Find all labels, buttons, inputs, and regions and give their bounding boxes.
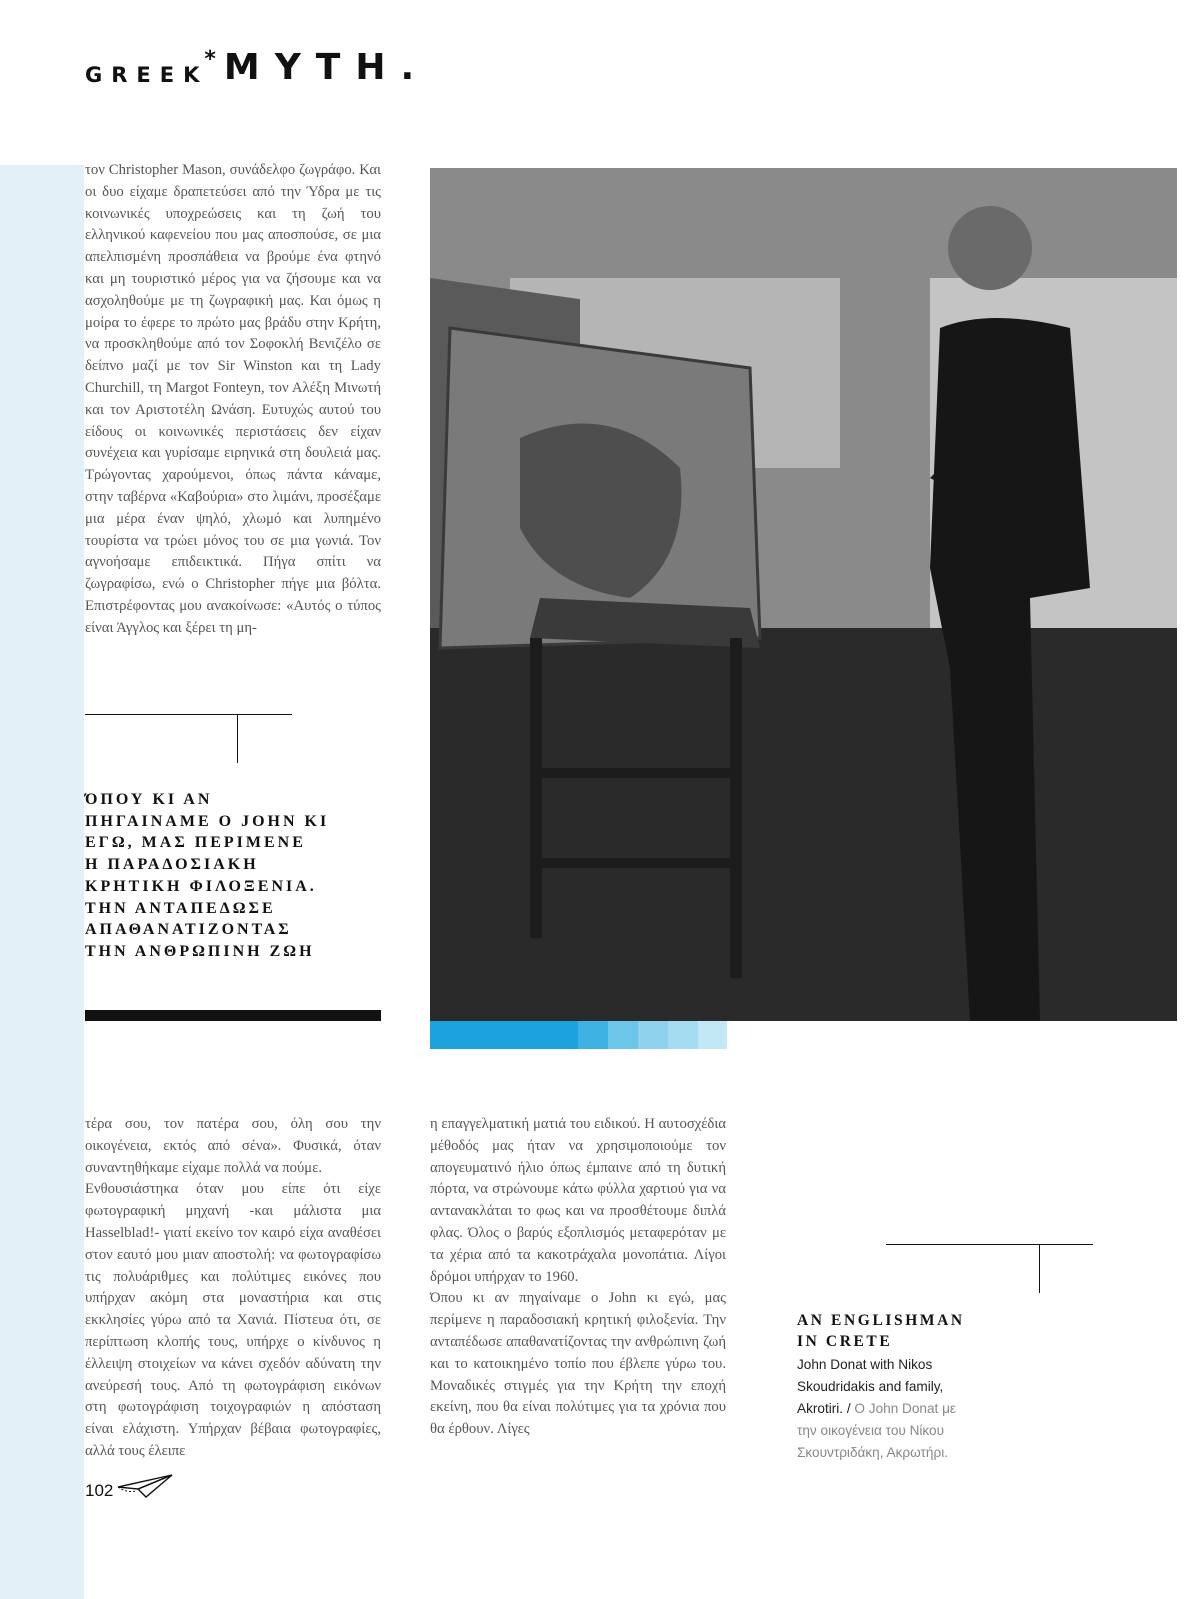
column3-paragraph: Όπου κι αν πηγαίναμε ο John κι εγώ, μας περίμενε η παραδοσιακή κρητική φιλοξενία. Την ανταπέδωσε απαθανατίζοντας την ανθρώπινη ζωή και το κατοικημένο τοπίο που έβλεπε γύρω του. Μοναδικές στιγμές για την Κρήτη την εποχή εκείνη, που θα είναι πολύτιμες για τα χρόνια που θα έρθουν. Λίγες [430, 1290, 726, 1438]
caption-title-line: AN ENGLISHMAN [797, 1312, 965, 1329]
bluebar-segment [668, 1021, 698, 1049]
bluebar-segment [638, 1021, 668, 1049]
pull-quote [85, 789, 385, 963]
bluebar-segment [430, 1021, 578, 1049]
column2-paragraph: Ενθουσιάστηκα όταν μου είπε ότι είχε φωτογραφική μηχανή -και μάλιστα μια Hasselblad!- γιατί εκείνο τον καιρό είχα αναθέσει στον εαυτό μου μιαν αποστολή: να φωτογραφίσω τις πολυάριθμες και πολύτιμες εικόνες που υπήρχαν ακόμη στα μοναστήρια και στις εκκλησίες γύρω από τα Χανιά. Πίστευα ότι, σε περίπτωση κλοπής τους, υπήρχε ο κίνδυνος η έλλειψη στοιχείων να κάνει σχεδόν αδύνατη την ανεύρεσή τους. Από τη φωτογράφιση εικόνων στη φωτογράφιση τοιχογραφιών η απόσταση είναι ελάχιστη. Υπήρχαν βέβαια φωτογραφίες, αλλά τους έλειπε [85, 1181, 381, 1459]
caption-tick [1039, 1244, 1040, 1293]
magazine-logo [85, 47, 430, 88]
column1-paragraph: τον Christopher Mason, συνάδελφο ζωγράφο. Και οι δυο είχαμε δραπετεύσει από την Ύδρα με τις κοινωνικές υποχρεώσεις και τη ζωή του ελληνικού καφενείου που μας αποσπούσε, σε μια απελπισμένη προσπάθεια να βρούμε ένα φτηνό και μη τουριστικό μέρος για να ζήσουμε και να ασχοληθούμε με τη ζωγραφική μας. Και όμως η μοίρα το έφερε το πρώτο μας βράδυ στην Κρήτη, να προσκληθούμε από τον Σοφοκλή Βενιζέλο σε δείπνο μαζί με τον Sir Winston και τη Lady Churchill, τη Margot Fonteyn, τον Αλέξη Μινωτή και τον Αριστοτέλη Ωνάση. Ευτυχώς αυτού του είδους οι κοινωνικές περιστάσεις δεν είχαν συνέχεια και γυρίσαμε ειρηνικά στη δουλειά μας. Τρώγοντας χαρούμενοι, όπως πάντα κάναμε, στην ταβέρνα «Καβούρια» στο λιμάνι, προσέξαμε μια μέρα έναν ψηλό, χλωμό και λυπημένο τουρίστα να τρώει μόνος του σε μια γωνιά. Τον αγνοήσαμε επιδεικτικά. Πήγα σπίτι να ζωγραφίσω, ενώ ο Christopher πήγε μια βόλτα. Επιστρέφοντας μου ανακοίνωσε: «Αυτός ο τύπος είναι Άγγλος και ξέρει τη μη- [85, 162, 381, 636]
photo-caption [797, 1354, 977, 1464]
pullquote-bottom-bar [85, 1010, 381, 1021]
page-number: 102 [85, 1481, 114, 1500]
caption-top-rule [886, 1244, 1093, 1245]
pullquote-line: ΠΗΓΑΙΝΑΜΕ Ο JOHN ΚΙ [85, 812, 330, 830]
pullquote-top-rule [85, 714, 292, 715]
article-column-1 [85, 160, 381, 640]
pullquote-line: ΕΓΩ, ΜΑΣ ΠΕΡΙΜΕΝΕ [85, 834, 306, 852]
color-gradient-bar [430, 1021, 727, 1049]
logo-greek: GREEK [85, 63, 209, 87]
logo-myth: MYTH. [223, 47, 430, 88]
caption-separator: / [843, 1401, 855, 1416]
pullquote-tick [237, 714, 238, 763]
paper-plane-icon [116, 1473, 176, 1499]
caption-english: John Donat with Nikos Skoudridakis and family, Akrotiri. [797, 1357, 944, 1416]
column3-paragraph: η επαγγελματική ματιά του ειδικού. Η αυτοσχέδια μέθοδός μας ήταν να χρησιμοποιούμε τον απογευματινό ήλιο όπως έμπαινε από τη δυτική πόρτα, να στρώνουμε κάτω φύλλα χαρτιού για να αντανακλάται το φως και να προσθέτουμε διπλά φλας. Όλος ο βαρύς εξοπλισμός μεταφερόταν με τα χέρια από τα κακοτράχαλα μονοπάτια. Λίγοι δρόμοι υπήρχαν το 1960. [430, 1116, 726, 1285]
pullquote-line: ΌΠΟΥ ΚΙ ΑΝ [85, 791, 213, 808]
article-column-2 [85, 1114, 381, 1463]
bluebar-segment [608, 1021, 638, 1049]
archival-photo-john-donat [430, 168, 1177, 1021]
side-accent-strip [0, 165, 84, 1599]
pullquote-line: ΚΡΗΤΙΚΗ ΦΙΛΟΞΕΝΙΑ. [85, 877, 317, 895]
logo-asterisk: * [204, 47, 216, 72]
caption-title-line: IN CRETE [797, 1333, 893, 1350]
bluebar-segment [698, 1021, 727, 1049]
caption-title [797, 1310, 965, 1352]
photo-illustration [430, 168, 1177, 1021]
caption-greek: Ο John Donat με την οικογένεια του Νίκου Σκουντριδάκη, Ακρωτήρι. [797, 1401, 956, 1460]
pullquote-line: ΑΠΑΘΑΝΑΤΙΖΟΝΤΑΣ [85, 921, 292, 939]
bluebar-segment [578, 1021, 608, 1049]
pullquote-line: Η ΠΑΡΑΔΟΣΙΑΚΗ [85, 856, 259, 874]
column2-paragraph: τέρα σου, τον πατέρα σου, όλη σου την οικογένεια, εκτός από σένα». Φυσικά, όταν συναντηθήκαμε είχαμε πολλά να πούμε. [85, 1116, 381, 1176]
pullquote-line: ΤΗΝ ΑΝΘΡΩΠΙΝΗ ΖΩΗ [85, 942, 315, 960]
article-column-3 [430, 1114, 726, 1441]
pullquote-line: ΤΗΝ ΑΝΤΑΠΕΔΩΣΕ [85, 899, 276, 917]
